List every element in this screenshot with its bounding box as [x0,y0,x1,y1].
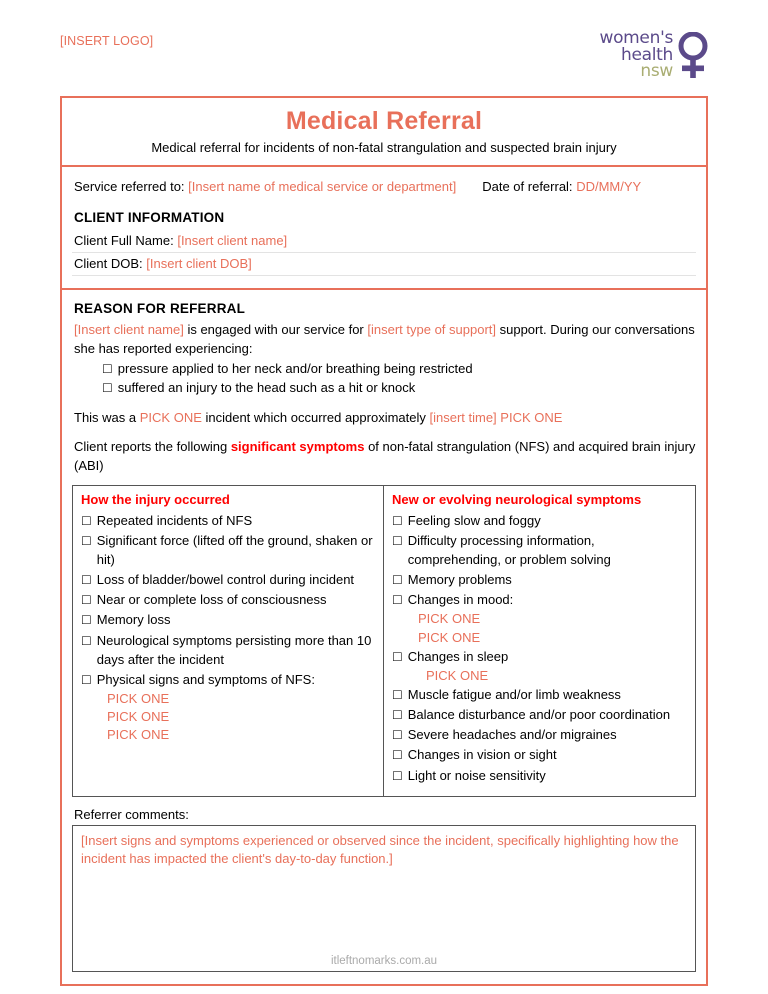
neuro-item-label: Memory problems [407,572,512,588]
neuro-item-label: Changes in sleep [407,648,509,664]
injury-item-label: Near or complete loss of consciousness [96,592,327,608]
checkbox-unchecked-icon[interactable]: ☐ [81,593,92,608]
neuro-item-label: Severe headaches and/or migraines [407,727,617,743]
list-item[interactable] [392,590,687,609]
venus-symbol-icon [676,32,710,78]
injury-pick-one-1[interactable]: PICK ONE [107,690,170,706]
significant-symptoms-paragraph [72,438,696,475]
list-item[interactable] [81,631,375,669]
symptoms-column-neurological [384,486,695,796]
intro-end-text: support. During our conversations she has reported experiencing: [74,322,695,356]
client-full-name-field[interactable] [72,230,696,253]
neuro-item-label: Changes in mood: [407,592,514,608]
client-dob-field[interactable] [72,253,696,276]
referrer-comments-input[interactable]: [Insert signs and symptoms experienced or observed since the incident, specifically highlighting how the incident has impacted the client's day-to-day function.] [72,825,696,972]
checkbox-unchecked-icon[interactable]: ☐ [81,513,92,528]
checkbox-unchecked-icon[interactable]: ☐ [392,748,403,763]
neuro-item-label: Difficulty processing information, comprehending, or problem solving [407,533,611,568]
neuro-item-label: Muscle fatigue and/or limb weakness [407,687,621,703]
experienced-item-label: suffered an injury to the head such as a hit or knock [117,379,416,395]
injury-item-label: Physical signs and symptoms of NFS: [96,671,315,687]
intro-mid-text: is engaged with our service for [183,322,368,338]
list-item[interactable] [392,766,687,785]
list-item[interactable] [392,725,687,744]
checkbox-unchecked-icon[interactable]: ☐ [392,593,403,608]
checkbox-unchecked-icon[interactable]: ☐ [81,633,92,648]
neuro-item-label: Balance disturbance and/or poor coordination [407,707,671,723]
checkbox-unchecked-icon[interactable]: ☐ [392,534,403,549]
list-item[interactable] [392,647,687,666]
checkbox-unchecked-icon[interactable]: ☐ [81,672,92,687]
injury-item-label: Neurological symptoms persisting more than 10 days after the incident [96,632,372,667]
client-full-name-label: Client Full Name: [74,233,174,249]
reason-for-referral-block [60,290,708,986]
list-item[interactable] [392,531,687,569]
mood-pick-one-2[interactable]: PICK ONE [418,629,481,645]
checkbox-unchecked-icon[interactable]: ☐ [102,362,113,376]
date-of-referral-value[interactable]: DD/MM/YY [576,179,642,195]
service-referred-value[interactable]: [Insert name of medical service or department] [188,179,457,195]
incident-type-paragraph [72,409,696,427]
checkbox-unchecked-icon[interactable]: ☐ [392,768,403,783]
list-item[interactable] [81,590,375,609]
experienced-item-label: pressure applied to her neck and/or breathing being restricted [117,361,473,376]
client-information-heading: CLIENT INFORMATION [74,210,225,226]
checkbox-unchecked-icon[interactable]: ☐ [102,380,113,395]
checkbox-unchecked-icon[interactable]: ☐ [392,513,403,528]
referral-document [60,96,708,986]
injury-checkbox-list [81,511,375,689]
checkbox-unchecked-icon[interactable]: ☐ [81,573,92,588]
incident-pick-one-1[interactable]: PICK ONE [139,409,202,425]
womens-health-nsw-logo [599,30,710,80]
page-title: Medical Referral [285,107,483,135]
neurological-checkbox-list-rest [392,685,687,785]
neuro-item-label: Light or noise sensitivity [407,767,546,783]
injury-item-label: Loss of bladder/bowel control during incident [96,572,355,588]
checkbox-unchecked-icon[interactable]: ☐ [81,613,92,628]
reason-intro-paragraph [72,321,696,358]
checkbox-unchecked-icon[interactable]: ☐ [81,534,92,549]
incident-time-placeholder[interactable]: [insert time] [429,409,497,425]
logo-line-nsw: nsw [640,61,673,82]
checkbox-unchecked-icon[interactable]: ☐ [392,688,403,703]
list-item[interactable] [81,610,375,629]
logo-line-health: health [620,44,673,65]
symptoms-table [72,485,696,797]
significant-symptoms-emphasis: significant symptoms [230,439,365,455]
intro-support-placeholder[interactable]: [insert type of support] [367,322,496,338]
page-subtitle: Medical referral for incidents of non-fatal strangulation and suspected brain injury [151,139,617,155]
checkbox-unchecked-icon[interactable]: ☐ [392,708,403,723]
incident-pick-one-2[interactable]: PICK ONE [500,409,563,425]
list-item[interactable] [102,360,696,379]
list-item[interactable] [392,685,687,704]
neuro-item-label: Feeling slow and foggy [407,512,541,528]
list-item[interactable] [392,745,687,764]
title-block [60,96,708,167]
client-dob-value[interactable]: [Insert client DOB] [146,256,252,272]
injury-item-label: Significant force (lifted off the ground, shaken or hit) [96,533,373,568]
sleep-pick-one[interactable]: PICK ONE [426,667,489,683]
checkbox-unchecked-icon[interactable]: ☐ [392,728,403,743]
checkbox-unchecked-icon[interactable]: ☐ [392,649,403,664]
client-information-block [60,167,708,290]
injury-item-label: Memory loss [96,612,171,628]
injury-pick-one-2[interactable]: PICK ONE [107,709,170,725]
client-dob-label: Client DOB: [74,256,143,272]
logo-wordmark [599,30,673,80]
neurological-checkbox-list-sleep [392,647,687,666]
checkbox-unchecked-icon[interactable]: ☐ [392,573,403,588]
service-referred-label: Service referred to: [74,179,185,195]
client-full-name-value[interactable]: [Insert client name] [177,233,288,249]
symptoms-post-text: of non-fatal strangulation (NFS) and acquired brain injury (ABI) [74,439,696,473]
list-item[interactable] [81,670,375,689]
incident-pre-text: This was a [74,409,140,425]
list-item[interactable] [392,570,687,589]
list-item[interactable] [102,379,696,398]
experienced-checkbox-list [72,360,696,398]
page-footer [0,955,768,967]
footer-url: itleftnomarks.com.au [330,955,438,967]
injury-column-heading: How the injury occurred [81,492,230,508]
reason-for-referral-heading: REASON FOR REFERRAL [74,301,246,317]
neuro-item-label: Changes in vision or sight [407,747,557,763]
date-of-referral-label: Date of referral: [482,179,573,195]
list-item[interactable] [81,570,375,589]
insert-logo-placeholder: [INSERT LOGO] [60,34,154,48]
intro-client-placeholder[interactable]: [Insert client name] [74,322,184,338]
list-item[interactable] [392,511,687,530]
list-item[interactable] [81,511,375,530]
injury-item-label: Repeated incidents of NFS [96,512,253,528]
neurological-checkbox-list [392,511,687,610]
list-item[interactable] [392,705,687,724]
symptoms-pre-text: Client reports the following [74,439,231,455]
page-header [0,0,768,96]
logo-line-womens: women's [599,28,673,48]
referrer-comments-label: Referrer comments: [74,806,189,822]
service-referred-row [72,175,696,196]
neurological-column-heading: New or evolving neurological symptoms [392,492,642,508]
incident-mid-text: incident which occurred approximately [201,409,430,425]
list-item[interactable] [81,531,375,569]
symptoms-column-injury [73,486,384,796]
mood-pick-one-1[interactable]: PICK ONE [418,611,481,627]
injury-pick-one-3[interactable]: PICK ONE [107,727,170,743]
